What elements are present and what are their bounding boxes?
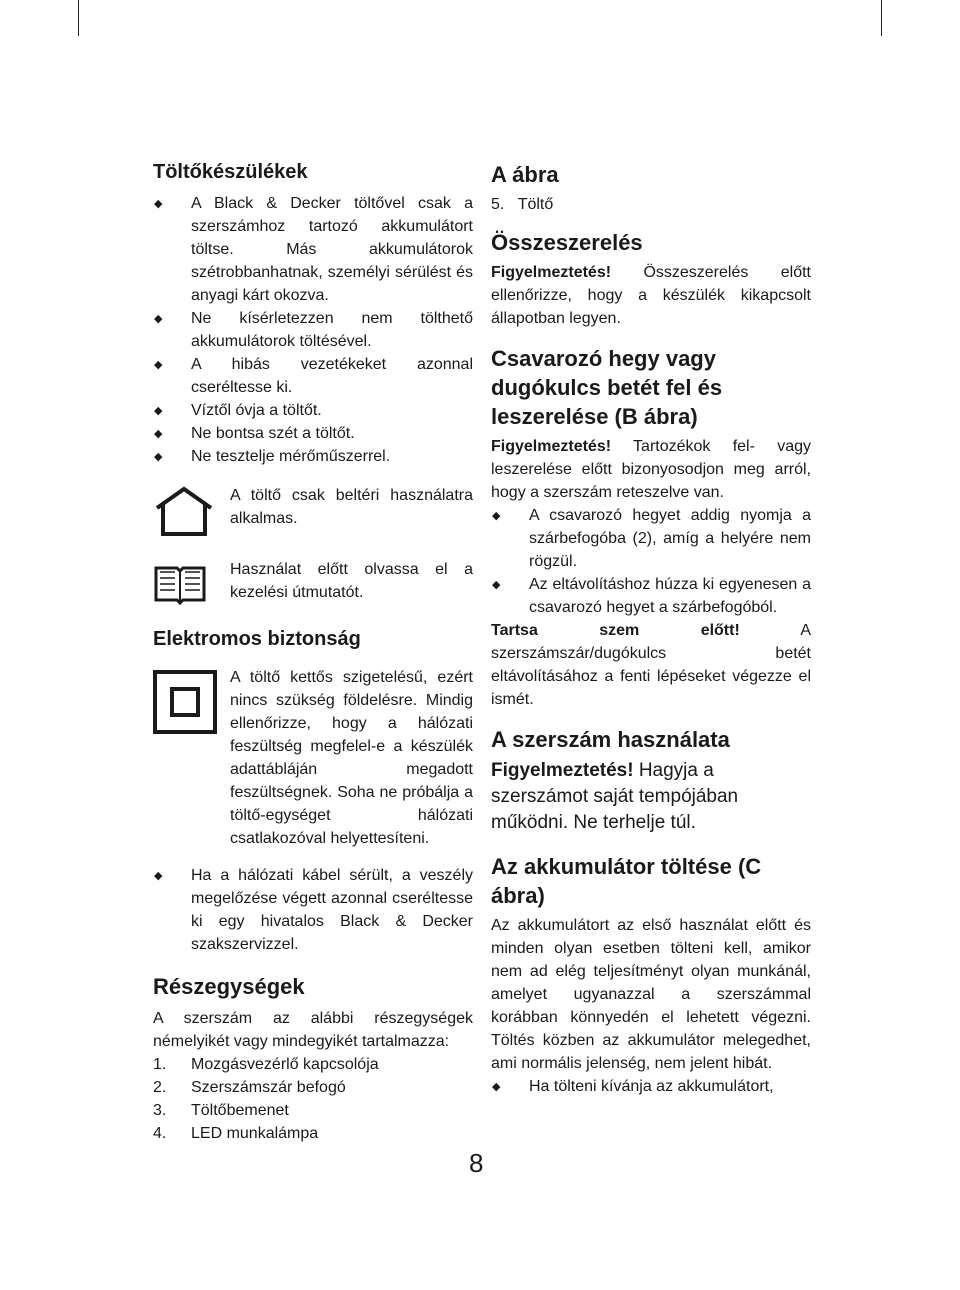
bullet-diamond-icon: ◆ bbox=[154, 313, 163, 325]
indoor-use-symbol-row bbox=[153, 484, 473, 544]
list-item: ◆ Ha a hálózati kábel sérült, a veszély megelőzése végett azonnal cseréltesse ki egy hivatalos Black & Decker szakszervizzel. bbox=[154, 867, 473, 953]
section-title-components: Részegységek bbox=[153, 974, 305, 999]
double-insulation-text: A töltő kettős szigetelésű, ezért nincs szükség földelésre. Mindig ellenőrizze, hogy a hálózati feszültség megfelel-e a készülék adattábláján megadott feszültségnek. Soha ne próbálja a töltő-egységet hálózati csatlakozóval helyettesíteni. bbox=[230, 669, 473, 847]
keep-in-mind-note: Tartsa szem előtt! A szerszámszár/dugókulcs betét eltávolításához a fenti lépéseket végezze el ismét. bbox=[491, 622, 811, 708]
list-item: ◆ A Black & Decker töltővel csak a szerszámhoz tartozó akkumulátort töltse. Más akkumulátorok szétrobbanhatnak, személyi sérülést és anyagi kárt okozva. bbox=[154, 195, 473, 304]
read-manual-text: Használat előtt olvassa el a kezelési útmutatót. bbox=[230, 561, 473, 601]
book-icon bbox=[153, 562, 207, 606]
list-item: 4. LED munkalámpa bbox=[153, 1125, 319, 1142]
read-manual-symbol-row bbox=[153, 558, 473, 618]
indoor-use-text: A töltő csak beltéri használatra alkalmas. bbox=[230, 487, 473, 527]
section-title-figure-a: A ábra bbox=[491, 162, 559, 187]
bit-steps-list bbox=[491, 504, 811, 619]
cable-safety-list bbox=[153, 864, 473, 956]
charger-safety-list bbox=[153, 192, 473, 468]
list-item: ◆ Ha tölteni kívánja az akkumulátort, bbox=[491, 1075, 811, 1098]
section-title-chargers: Töltőkészülékek bbox=[153, 161, 308, 183]
list-item: ◆ A csavarozó hegyet addig nyomja a szárbefogóba (2), amíg a helyére nem rögzül. bbox=[492, 507, 811, 570]
bullet-diamond-icon: ◆ bbox=[154, 198, 163, 210]
tool-use-warning: Figyelmeztetés! Hagyja a szerszámot saját tempójában működni. Ne terhelje túl. bbox=[491, 760, 739, 833]
components-list bbox=[153, 1053, 473, 1145]
components-intro: A szerszám az alábbi részegységek némelyikét vagy mindegyikét tartalmazza: bbox=[153, 1010, 473, 1050]
list-item: ◆ Ne bontsa szét a töltőt. bbox=[153, 422, 473, 445]
bullet-diamond-icon: ◆ bbox=[154, 428, 163, 440]
list-item: ◆ Víztől óvja a töltőt. bbox=[153, 399, 473, 422]
section-title-tool-use: A szerszám használata bbox=[491, 727, 730, 752]
list-item: 2. Szerszámszár befogó bbox=[153, 1079, 346, 1096]
list-item: ◆ A hibás vezetékeket azonnal cseréltesse ki. bbox=[154, 356, 473, 396]
section-title-bit-fitting: Csavarozó hegy vagy dugókulcs betét fel és leszerelése (B ábra) bbox=[491, 346, 723, 429]
crop-mark bbox=[881, 0, 882, 36]
bullet-diamond-icon: ◆ bbox=[492, 579, 501, 591]
battery-charging-list bbox=[491, 1075, 811, 1098]
bullet-diamond-icon: ◆ bbox=[154, 870, 163, 882]
bullet-diamond-icon: ◆ bbox=[492, 1081, 501, 1093]
list-item: ◆ Az eltávolításhoz húzza ki egyenesen a csavarozó hegyet a szárbefogóból. bbox=[492, 576, 811, 616]
page-number: 8 bbox=[469, 1148, 484, 1178]
battery-charging-text: Az akkumulátort az első használat előtt és minden olyan esetben tölteni kell, amikor nem ad elég teljesítményt olyan munkánál, amelyet ugyanazzal a szerszámmal korábban könnyedén el lehetett végezni. Töltés közben az akkumulátor melegedhet, ami normális jelenség, nem jelent hibát. bbox=[491, 917, 811, 1072]
double-insulation-icon bbox=[153, 670, 217, 734]
list-item: 1. Mozgásvezérlő kapcsolója bbox=[153, 1056, 379, 1073]
list-item: 3. Töltőbemenet bbox=[153, 1102, 289, 1119]
left-column bbox=[153, 160, 473, 1145]
bullet-diamond-icon: ◆ bbox=[154, 451, 163, 463]
list-item: ◆ Ne tesztelje mérőműszerrel. bbox=[153, 445, 473, 468]
section-title-battery-charging: Az akkumulátor töltése (C ábra) bbox=[491, 854, 762, 908]
bullet-diamond-icon: ◆ bbox=[154, 359, 163, 371]
figure-a-item: 5. Töltő bbox=[491, 196, 554, 213]
section-title-electrical-safety: Elektromos biztonság bbox=[153, 628, 361, 650]
list-item: ◆ Ne kísérletezzen nem tölthető akkumulátorok töltésével. bbox=[154, 310, 473, 350]
house-icon bbox=[153, 486, 215, 538]
bullet-diamond-icon: ◆ bbox=[154, 405, 163, 417]
section-title-assembly: Összeszerelés bbox=[491, 230, 643, 255]
right-column bbox=[491, 160, 811, 1098]
bit-warning: Figyelmeztetés! Tartozékok fel- vagy leszerelése előtt bizonyosodjon meg arról, hogy a szerszám reteszelve van. bbox=[491, 438, 812, 501]
bullet-diamond-icon: ◆ bbox=[492, 510, 501, 522]
assembly-warning: Figyelmeztetés! Összeszerelés előtt ellenőrizze, hogy a készülék kikapcsolt állapotban legyen. bbox=[491, 264, 811, 327]
double-insulation-symbol-row bbox=[153, 666, 473, 850]
crop-mark bbox=[78, 0, 79, 36]
